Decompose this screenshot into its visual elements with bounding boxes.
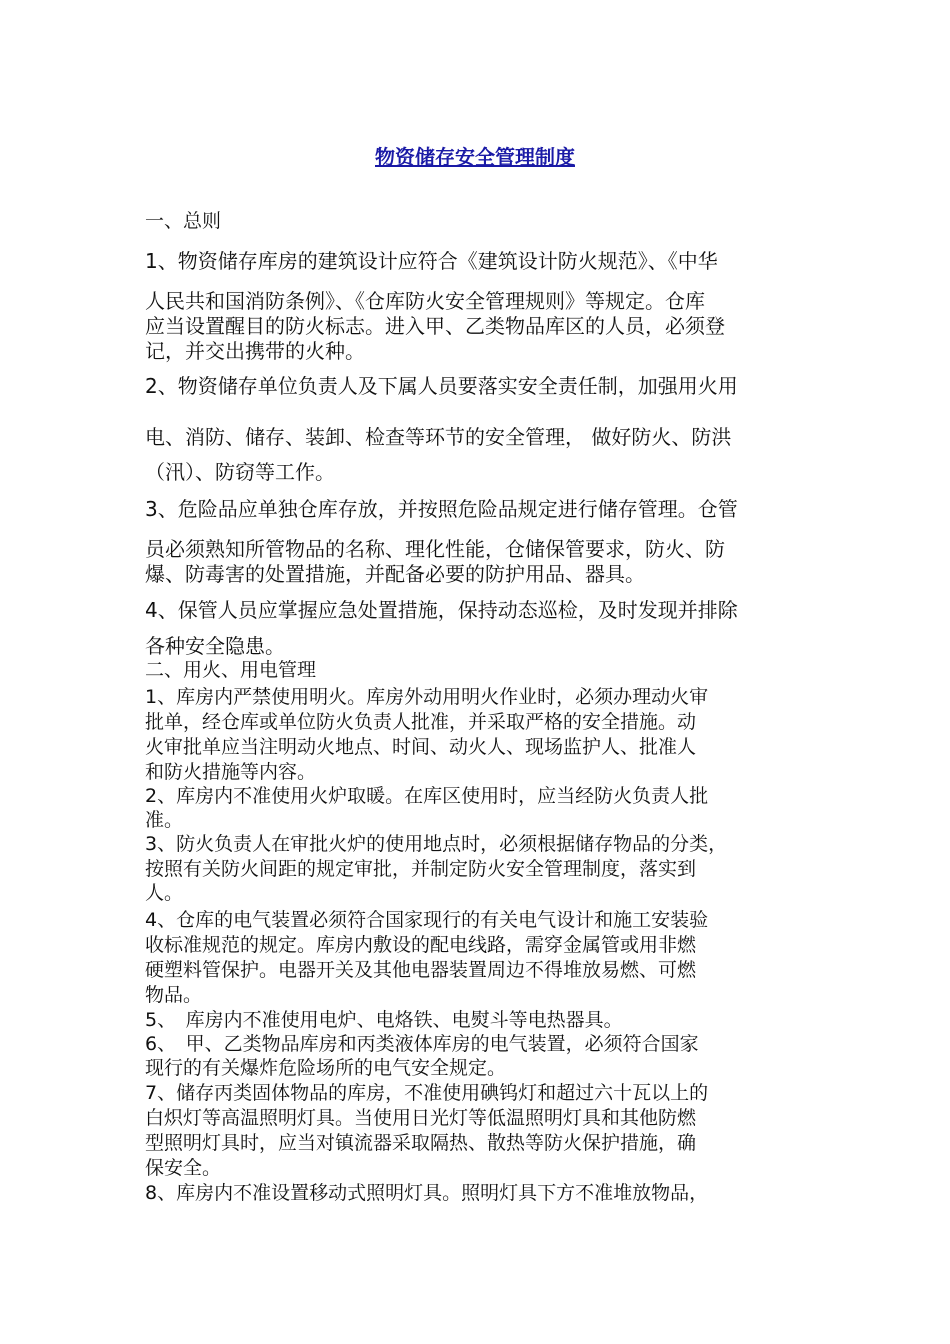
text-line: 记，并交出携带的火种。 xyxy=(145,339,365,363)
text-line: 应当设置醒目的防火标志。进入甲、乙类物品库区的人员，必须登 xyxy=(145,314,725,338)
text-line: 批单，经仓库或单位防火负责人批准，并采取严格的安全措施。动 xyxy=(145,711,697,733)
text-line: 6、 甲、乙类物品库房和丙类液体库房的电气装置，必须符合国家 xyxy=(145,1033,699,1055)
text-line: 和防火措施等内容。 xyxy=(145,761,317,783)
text-line: 8、库房内不准设置移动式照明灯具。照明灯具下方不准堆放物品， xyxy=(145,1182,709,1204)
text-line: 白炽灯等高温照明灯具。当使用日光灯等低温照明灯具和其他防燃 xyxy=(145,1107,697,1129)
text-line: 3、防火负责人在审批火炉的使用地点时，必须根据储存物品的分类， xyxy=(145,833,728,855)
text-line: 现行的有关爆炸危险场所的电气安全规定。 xyxy=(145,1057,507,1079)
text-line: 员必须熟知所管物品的名称、理化性能，仓储保管要求，防火、防 xyxy=(145,537,725,561)
text-line: 人。 xyxy=(145,882,184,904)
text-line: 准。 xyxy=(145,809,184,831)
text-line: 硬塑料管保护。电器开关及其他电器装置周边不得堆放易燃、可燃 xyxy=(145,959,697,981)
text-line: 7、储存丙类固体物品的库房，不准使用碘钨灯和超过六十瓦以上的 xyxy=(145,1082,709,1104)
text-line: 2、库房内不准使用火炉取暖。在库区使用时，应当经防火负责人批 xyxy=(145,785,709,807)
text-line: 1、物资储存库房的建筑设计应符合《建筑设计防火规范》、《中华 xyxy=(145,249,718,273)
text-line: 保安全。 xyxy=(145,1157,222,1179)
text-line: 5、 库房内不准使用电炉、电烙铁、电熨斗等电热器具。 xyxy=(145,1009,623,1031)
text-line: （汛）、防窃等工作。 xyxy=(145,460,335,484)
text-line: 3、危险品应单独仓库存放，并按照危险品规定进行储存管理。仓管 xyxy=(145,497,738,521)
text-line: 按照有关防火间距的规定审批，并制定防火安全管理制度，落实到 xyxy=(145,858,697,880)
text-line: 收标准规范的规定。库房内敷设的配电线路，需穿金属管或用非燃 xyxy=(145,934,697,956)
text-line: 人民共和国消防条例》、《仓库防火安全管理规则》等规定。仓库 xyxy=(145,289,705,313)
text-line: 火审批单应当注明动火地点、时间、动火人、现场监护人、批准人 xyxy=(145,736,697,758)
section-heading-fire-electric: 二、用火、用电管理 xyxy=(145,659,317,681)
text-line: 2、物资储存单位负责人及下属人员要落实安全责任制，加强用火用 xyxy=(145,374,738,398)
text-line: 物品。 xyxy=(145,984,203,1006)
section-heading-general: 一、总则 xyxy=(145,210,222,232)
text-line: 电、消防、储存、装卸、检查等环节的安全管理， 做好防火、防洪 xyxy=(145,425,732,449)
text-line: 爆、防毒害的处置措施，并配备必要的防护用品、器具。 xyxy=(145,562,645,586)
text-line: 4、保管人员应掌握应急处置措施，保持动态巡检，及时发现并排除 xyxy=(145,598,738,622)
text-line: 型照明灯具时，应当对镇流器采取隔热、散热等防火保护措施，确 xyxy=(145,1132,697,1154)
text-line: 各种安全隐患。 xyxy=(145,634,285,658)
document-title: 物资储存安全管理制度 xyxy=(375,145,575,169)
text-line: 4、仓库的电气装置必须符合国家现行的有关电气设计和施工安装验 xyxy=(145,909,709,931)
text-line: 1、库房内严禁使用明火。库房外动用明火作业时，必须办理动火审 xyxy=(145,686,709,708)
